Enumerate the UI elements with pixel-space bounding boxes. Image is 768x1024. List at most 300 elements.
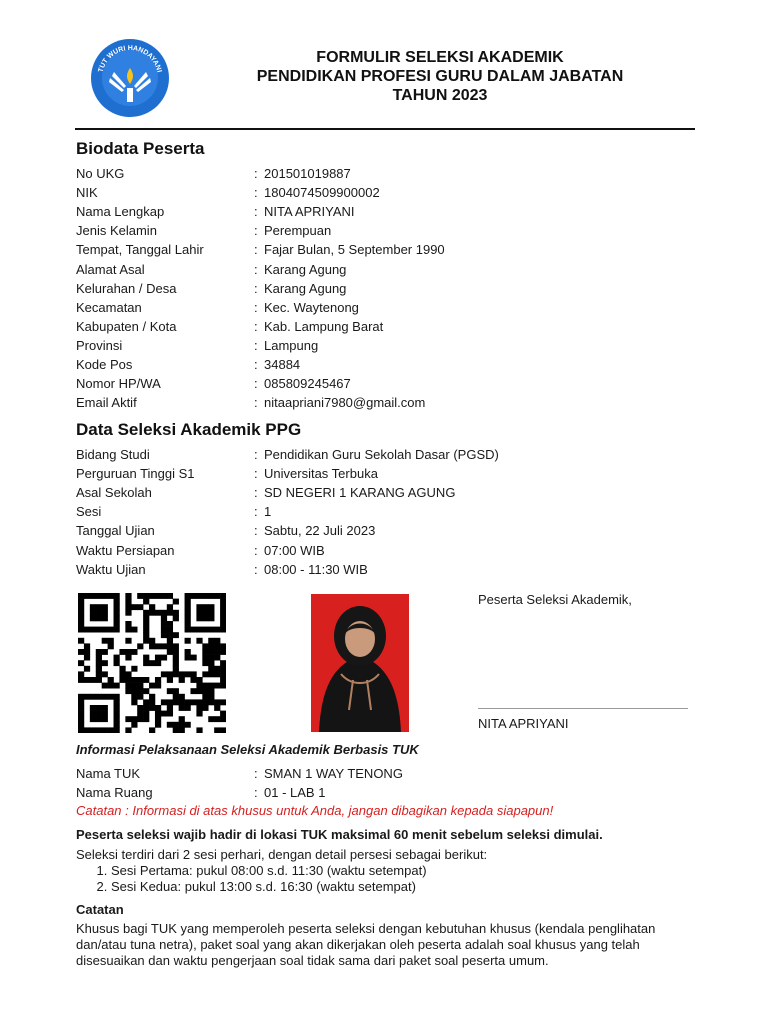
qr-module (96, 610, 102, 616)
qr-module (143, 610, 149, 616)
qr-module (102, 627, 108, 633)
qr-module (137, 677, 143, 683)
biodata-label: Alamat Asal (76, 261, 145, 277)
biodata-table (76, 164, 696, 412)
qr-module (131, 666, 137, 672)
qr-module (173, 610, 179, 616)
seleksi-value: Sabtu, 22 Juli 2023 (264, 523, 376, 539)
qr-module (185, 722, 191, 728)
catatan-title: Catatan (76, 902, 124, 917)
qr-module (173, 599, 179, 605)
qr-module (214, 727, 220, 733)
biodata-label: Tempat, Tanggal Lahir (76, 242, 204, 258)
qr-module (173, 649, 179, 655)
qr-module (220, 615, 226, 621)
biodata-value: Perempuan (264, 223, 332, 239)
qr-module (131, 627, 137, 633)
seleksi-label: Tanggal Ujian (76, 523, 155, 539)
qr-module (114, 627, 120, 633)
qr-module (143, 716, 149, 722)
qr-module (167, 621, 173, 627)
qr-module (143, 638, 149, 644)
qr-module (167, 593, 173, 599)
qr-module (220, 727, 226, 733)
header-title: FORMULIR SELEKSI AKADEMIK (316, 49, 564, 66)
qr-module (119, 677, 125, 683)
qr-module (78, 699, 84, 705)
qr-module (114, 604, 120, 610)
seleksi-row (76, 445, 696, 464)
qr-module (196, 699, 202, 705)
biodata-value: 085809245467 (264, 376, 351, 392)
qr-module (96, 711, 102, 717)
qr-module (143, 711, 149, 717)
qr-module (114, 722, 120, 728)
qr-module (179, 671, 185, 677)
qr-module (78, 615, 84, 621)
qr-module (102, 604, 108, 610)
qr-module (149, 593, 155, 599)
qr-module (96, 677, 102, 683)
qr-module (202, 655, 208, 661)
qr-module (196, 711, 202, 717)
qr-module (137, 688, 143, 694)
qr-module (220, 671, 226, 677)
biodata-label: Kecamatan (76, 299, 142, 315)
qr-module (208, 683, 214, 689)
qr-module (196, 727, 202, 733)
qr-module (114, 705, 120, 711)
tuk-label: Nama Ruang (76, 785, 153, 801)
qr-module (96, 660, 102, 666)
biodata-row (76, 336, 696, 355)
qr-module (143, 593, 149, 599)
qr-module (143, 705, 149, 711)
qr-module (90, 677, 96, 683)
qr-module (125, 683, 131, 689)
qr-module (137, 694, 143, 700)
qr-module (196, 604, 202, 610)
qr-module (131, 722, 137, 728)
qr-module (167, 632, 173, 638)
qr-module (196, 705, 202, 711)
header-year: TAHUN 2023 (392, 87, 488, 104)
qr-module (179, 727, 185, 733)
qr-module (96, 593, 102, 599)
qr-module (102, 638, 108, 644)
qr-module (96, 604, 102, 610)
qr-module (208, 615, 214, 621)
seleksi-row (76, 483, 696, 502)
qr-module (173, 632, 179, 638)
qr-module (137, 643, 143, 649)
biodata-row (76, 374, 696, 393)
biodata-separator: : (254, 261, 258, 277)
qr-module (202, 615, 208, 621)
qr-module (84, 677, 90, 683)
catatan-text: Khusus bagi TUK yang memperoleh peserta seleksi dengan kebutuhan khusus (kendala penglihatan dan/atau tuna netra), paket soal yang akan dikerjakan oleh peserta adalah soal khusus yang telah disesuaikan dan waktu pengerjaan soal tidak sama dari paket soal peserta umum. (76, 921, 656, 968)
qr-module (220, 683, 226, 689)
qr-module (114, 699, 120, 705)
qr-module (114, 599, 120, 605)
qr-module (96, 671, 102, 677)
qr-module (220, 604, 226, 610)
participant-photo (311, 594, 409, 732)
qr-module (102, 705, 108, 711)
qr-module (149, 643, 155, 649)
qr-module (125, 688, 131, 694)
qr-module (143, 632, 149, 638)
qr-module (214, 655, 220, 661)
qr-module (90, 716, 96, 722)
qr-module (102, 593, 108, 599)
qr-module (125, 593, 131, 599)
qr-module (119, 666, 125, 672)
qr-module (131, 694, 137, 700)
qr-module (125, 610, 131, 616)
qr-module (185, 615, 191, 621)
qr-module (208, 716, 214, 722)
qr-module (125, 677, 131, 683)
biodata-label: Kelurahan / Desa (76, 280, 177, 296)
qr-module (161, 643, 167, 649)
qr-module (185, 705, 191, 711)
qr-module (173, 699, 179, 705)
qr-module (143, 688, 149, 694)
tuk-section-title: Informasi Pelaksanaan Seleksi Akademik Berbasis TUK (76, 742, 419, 757)
biodata-separator: : (254, 204, 258, 220)
qr-module (102, 694, 108, 700)
qr-module (214, 666, 220, 672)
qr-module (190, 655, 196, 661)
qr-module (202, 688, 208, 694)
qr-module (102, 649, 108, 655)
qr-module (108, 727, 114, 733)
seleksi-row (76, 521, 696, 540)
biodata-row (76, 164, 696, 183)
sessions-block (76, 847, 676, 895)
qr-module (96, 666, 102, 672)
qr-module (125, 649, 131, 655)
qr-module (155, 677, 161, 683)
qr-module (161, 627, 167, 633)
biodata-separator: : (254, 337, 258, 353)
biodata-label: Nomor HP/WA (76, 376, 161, 392)
seleksi-value: Pendidikan Guru Sekolah Dasar (PGSD) (264, 447, 499, 463)
seleksi-separator: : (254, 504, 258, 520)
biodata-row (76, 279, 696, 298)
biodata-label: Kabupaten / Kota (76, 318, 177, 334)
seleksi-label: Sesi (76, 504, 102, 520)
qr-module (208, 671, 214, 677)
qr-module (84, 627, 90, 633)
qr-module (202, 660, 208, 666)
qr-module (167, 711, 173, 717)
qr-module (155, 655, 161, 661)
qr-module (208, 604, 214, 610)
qr-module (167, 643, 173, 649)
qr-module (161, 610, 167, 616)
qr-module (196, 615, 202, 621)
qr-module (102, 610, 108, 616)
qr-module (131, 604, 137, 610)
qr-module (84, 727, 90, 733)
sessions-list (76, 863, 676, 895)
qr-module (108, 643, 114, 649)
seleksi-separator: : (254, 447, 258, 463)
qr-module (173, 666, 179, 672)
qr-module (155, 722, 161, 728)
qr-code (78, 593, 226, 733)
qr-module (149, 699, 155, 705)
qr-module (78, 671, 84, 677)
qr-module (202, 627, 208, 633)
qr-module (84, 649, 90, 655)
qr-module (208, 694, 214, 700)
biodata-separator: : (254, 376, 258, 392)
qr-module (208, 638, 214, 644)
qr-module (179, 699, 185, 705)
qr-module (185, 604, 191, 610)
qr-module (125, 627, 131, 633)
qr-module (102, 660, 108, 666)
qr-module (149, 683, 155, 689)
qr-module (179, 694, 185, 700)
qr-module (108, 677, 114, 683)
qr-module (220, 716, 226, 722)
tuk-row (76, 783, 696, 802)
qr-module (185, 655, 191, 661)
biodata-row (76, 221, 696, 240)
qr-module (190, 671, 196, 677)
qr-module (96, 705, 102, 711)
biodata-row (76, 393, 696, 412)
qr-module (185, 649, 191, 655)
signature-line (478, 708, 688, 709)
biodata-label: Nama Lengkap (76, 204, 165, 220)
biodata-section-title: Biodata Peserta (76, 139, 205, 158)
qr-module (90, 593, 96, 599)
seleksi-label: Asal Sekolah (76, 485, 152, 501)
qr-module (84, 694, 90, 700)
qr-module (131, 699, 137, 705)
qr-module (96, 727, 102, 733)
sessions-intro: Seleksi terdiri dari 2 sesi perhari, dengan detail persesi sebagai berikut: (76, 847, 488, 862)
qr-module (114, 621, 120, 627)
biodata-value: Fajar Bulan, 5 September 1990 (264, 242, 445, 258)
biodata-separator: : (254, 223, 258, 239)
qr-module (202, 671, 208, 677)
tuk-separator: : (254, 766, 258, 782)
biodata-row (76, 202, 696, 221)
qr-module (161, 655, 167, 661)
biodata-label: No UKG (76, 166, 125, 182)
biodata-value: 201501019887 (264, 166, 351, 182)
qr-module (167, 699, 173, 705)
qr-module (161, 621, 167, 627)
qr-module (208, 655, 214, 661)
qr-module (78, 694, 84, 700)
qr-module (179, 716, 185, 722)
qr-module (185, 593, 191, 599)
qr-module (143, 699, 149, 705)
qr-module (196, 593, 202, 599)
qr-module (208, 593, 214, 599)
qr-module (208, 643, 214, 649)
qr-module (220, 711, 226, 717)
qr-module (185, 599, 191, 605)
qr-module (78, 660, 84, 666)
qr-module (173, 694, 179, 700)
biodata-label: Kode Pos (76, 356, 133, 372)
seleksi-value: SD NEGERI 1 KARANG AGUNG (264, 485, 456, 501)
attendance-note: Peserta seleksi wajib hadir di lokasi TUK maksimal 60 menit sebelum seleksi dimulai. (76, 827, 603, 842)
qr-module (220, 621, 226, 627)
qr-module (202, 610, 208, 616)
qr-module (167, 722, 173, 728)
qr-module (125, 716, 131, 722)
signature-caption: Peserta Seleksi Akademik, (478, 592, 632, 607)
qr-module (220, 660, 226, 666)
biodata-separator: : (254, 280, 258, 296)
qr-module (125, 727, 131, 733)
qr-module (96, 615, 102, 621)
qr-module (131, 683, 137, 689)
tut-wuri-handayani-logo (90, 38, 170, 118)
seleksi-row (76, 540, 696, 559)
qr-module (137, 604, 143, 610)
seleksi-separator: : (254, 466, 258, 482)
qr-module (114, 694, 120, 700)
seleksi-separator: : (254, 485, 258, 501)
qr-module (90, 610, 96, 616)
seleksi-label: Waktu Ujian (76, 561, 146, 577)
qr-module (90, 727, 96, 733)
tuk-separator: : (254, 785, 258, 801)
qr-module (167, 649, 173, 655)
biodata-label: Email Aktif (76, 395, 137, 411)
qr-module (208, 610, 214, 616)
qr-module (78, 593, 84, 599)
qr-module (78, 604, 84, 610)
qr-module (202, 643, 208, 649)
qr-module (125, 671, 131, 677)
qr-module (96, 649, 102, 655)
qr-module (114, 716, 120, 722)
biodata-separator: : (254, 395, 258, 411)
qr-module (220, 627, 226, 633)
qr-module (149, 660, 155, 666)
tuk-row (76, 764, 696, 783)
qr-module (131, 649, 137, 655)
tuk-label: Nama TUK (76, 766, 141, 782)
qr-module (208, 660, 214, 666)
qr-module (78, 722, 84, 728)
qr-module (155, 660, 161, 666)
qr-module (179, 722, 185, 728)
seleksi-label: Bidang Studi (76, 447, 150, 463)
qr-module (190, 593, 196, 599)
qr-module (208, 688, 214, 694)
qr-module (137, 683, 143, 689)
qr-module (161, 711, 167, 717)
qr-module (202, 699, 208, 705)
qr-module (214, 593, 220, 599)
qr-module (220, 599, 226, 605)
qr-module (214, 643, 220, 649)
seleksi-label: Perguruan Tinggi S1 (76, 466, 195, 482)
qr-module (114, 615, 120, 621)
qr-module (114, 711, 120, 717)
qr-module (167, 610, 173, 616)
qr-module (185, 671, 191, 677)
qr-module (96, 716, 102, 722)
qr-module (131, 677, 137, 683)
seleksi-label: Waktu Persiapan (76, 542, 175, 558)
qr-module (108, 627, 114, 633)
header-divider (75, 128, 695, 130)
qr-module (114, 655, 120, 661)
qr-module (220, 643, 226, 649)
qr-module (185, 699, 191, 705)
qr-module (149, 705, 155, 711)
qr-module (179, 705, 185, 711)
biodata-row (76, 259, 696, 278)
biodata-separator: : (254, 318, 258, 334)
biodata-value: Kab. Lampung Barat (264, 318, 384, 334)
qr-module (190, 677, 196, 683)
qr-module (155, 683, 161, 689)
qr-module (161, 593, 167, 599)
qr-module (214, 638, 220, 644)
qr-module (202, 705, 208, 711)
seleksi-value: 1 (264, 504, 272, 520)
qr-module (143, 677, 149, 683)
qr-module (149, 604, 155, 610)
qr-module (90, 694, 96, 700)
qr-module (220, 699, 226, 705)
qr-module (220, 677, 226, 683)
biodata-value: 1804074509900002 (264, 185, 380, 201)
seleksi-table (76, 445, 696, 579)
qr-module (102, 683, 108, 689)
biodata-separator: : (254, 356, 258, 372)
qr-module (114, 660, 120, 666)
qr-module (220, 649, 226, 655)
qr-module (119, 671, 125, 677)
qr-module (125, 655, 131, 661)
qr-module (84, 666, 90, 672)
qr-module (96, 627, 102, 633)
qr-module (78, 677, 84, 683)
qr-module (167, 688, 173, 694)
qr-module (185, 627, 191, 633)
qr-module (196, 688, 202, 694)
qr-module (220, 610, 226, 616)
qr-module (196, 683, 202, 689)
qr-module (114, 727, 120, 733)
qr-module (190, 688, 196, 694)
privacy-warning: Catatan : Informasi di atas khusus untuk Anda, jangan dibagikan kepada siapapun! (76, 803, 554, 818)
biodata-row (76, 240, 696, 259)
biodata-row (76, 317, 696, 336)
qr-module (208, 649, 214, 655)
seleksi-row (76, 502, 696, 521)
biodata-row (76, 355, 696, 374)
qr-module (214, 705, 220, 711)
qr-module (125, 638, 131, 644)
qr-module (78, 599, 84, 605)
